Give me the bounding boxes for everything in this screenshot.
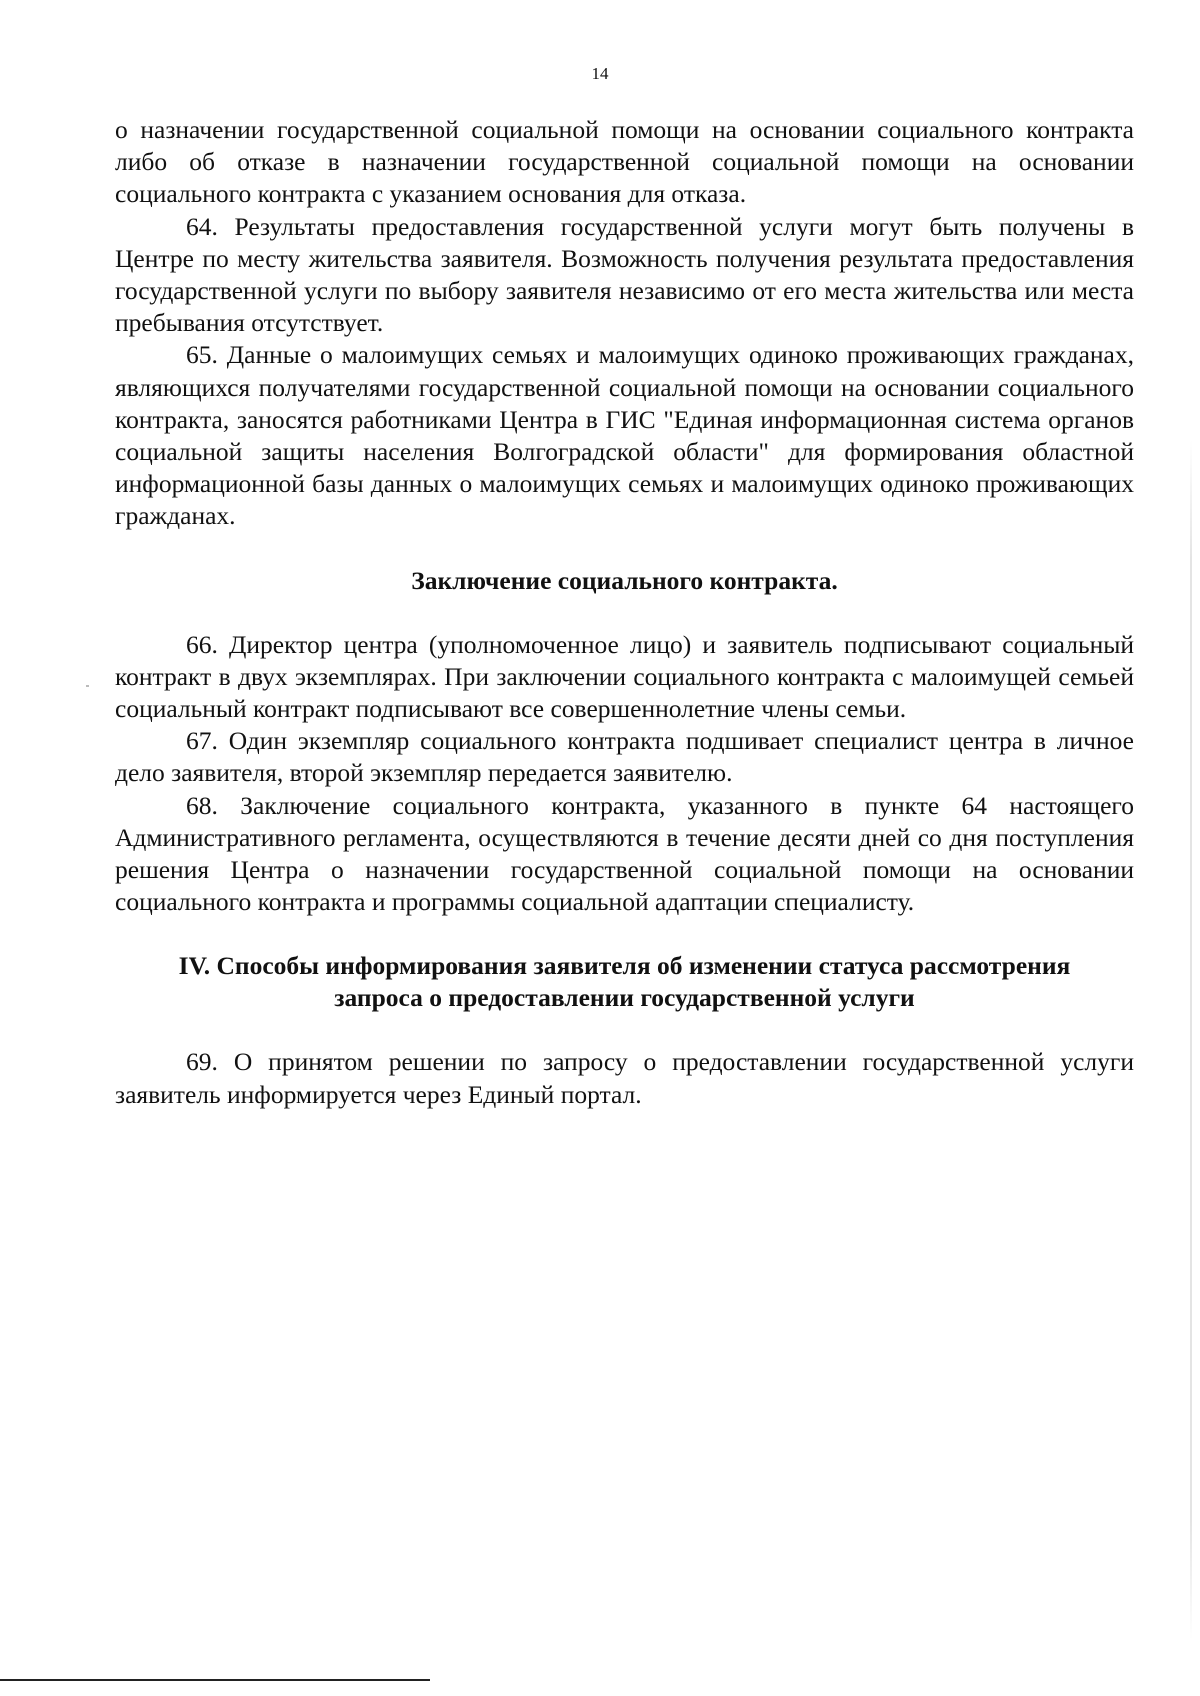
- paragraph-68: 68. Заключение социального контракта, указанного в пункте 64 настоящего Административного регламента, осуществляются в течение десяти дней со дня поступления решения Центра о назначении государственной социальной помощи на основании социального контракта и программы социальной адаптации специалисту.: [115, 790, 1134, 917]
- section-heading-iv: [115, 950, 1134, 1014]
- paragraph-64: 64. Результаты предоставления государственной услуги могут быть получены в Центре по месту жительства заявителя. Возможность получения результата предоставления государственной услуги по выбору заявителя независимо от его места жительства или места пребывания отсутствует.: [115, 211, 1134, 338]
- scan-margin-mark: [86, 685, 89, 687]
- paragraph-67: 67. Один экземпляр социального контракта подшивает специалист центра в личное дело заявителя, второй экземпляр передается заявителю.: [115, 726, 1134, 788]
- document-body: [115, 114, 1134, 1111]
- paragraph-continuation: о назначении государственной социальной помощи на основании социального контракта либо об отказе в назначении государственной социальной помощи на основании социального контракта с указанием основания для отказа.: [115, 115, 1134, 209]
- section-heading-iv-line1: IV. Способы информирования заявителя об изменении статуса рассмотрения: [178, 951, 1071, 981]
- paragraph-69: 69. О принятом решении по запросу о предоставлении государственной услуги заявитель информируется через Единый портал.: [115, 1047, 1134, 1109]
- paragraph-66: 66. Директор центра (уполномоченное лицо) и заявитель подписывают социальный контракт в двух экземплярах. При заключении социального контракта с малоимущей семьей социальный контракт подписывают все совершеннолетние члены семьи.: [115, 629, 1134, 724]
- page-number: 14: [591, 64, 609, 83]
- paragraph-65: 65. Данные о малоимущих семьях и малоимущих одиноко проживающих гражданах, являющихся получателями государственной социальной помощи на основании социального контракта, заносятся работниками Центра в ГИС "Единая информационная система органов социальной защиты населения Волгоградской области" для формирования областной информационной базы данных о малоимущих семьях и малоимущих одиноко проживающих гражданах.: [115, 340, 1134, 531]
- scan-right-edge: [1190, 440, 1192, 1640]
- scan-bottom-line: [0, 1679, 430, 1681]
- section-heading-iv-line2: запроса о предоставлении государственной услуги: [334, 983, 915, 1013]
- section-heading-contract: Заключение социального контракта.: [411, 565, 838, 595]
